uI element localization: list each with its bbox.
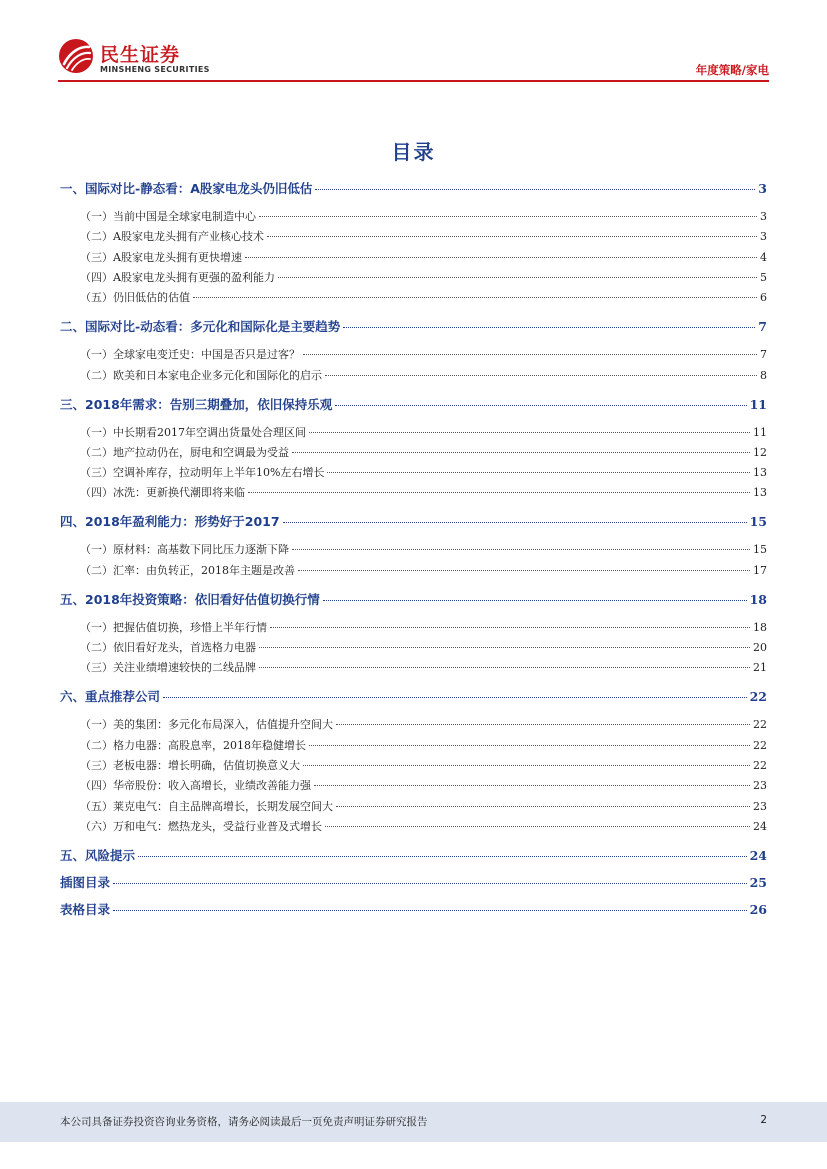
toc-section-entry[interactable] <box>60 590 767 608</box>
toc-entry-page: 26 <box>749 901 767 917</box>
toc-entry-label: （六）万和电气：燃热龙头，受益行业普及式增长 <box>80 819 322 833</box>
toc-entry-page: 4 <box>760 250 767 264</box>
toc-entry-page: 18 <box>749 591 767 607</box>
toc-subsection-entry[interactable] <box>60 798 767 814</box>
toc-entry-page: 21 <box>753 661 767 675</box>
toc-dot-leader <box>283 522 747 523</box>
toc-entry-page: 22 <box>753 718 767 732</box>
toc-entry-label: （二）地产拉动仍在，厨电和空调最为受益 <box>80 445 289 459</box>
toc-dot-leader <box>259 216 757 217</box>
toc-dot-leader <box>113 883 747 884</box>
toc-dot-leader <box>336 806 750 807</box>
toc-entry-label: （三）A股家电龙头拥有更快增速 <box>80 250 242 264</box>
toc-section-entry[interactable] <box>60 687 767 705</box>
toc-entry-page: 3 <box>760 230 767 244</box>
toc-entry-label: （四）华帝股份：收入高增长，业绩改善能力强 <box>80 779 311 793</box>
toc-entry-label: （一）中长期看2017年空调出货量处合理区间 <box>80 425 306 439</box>
toc-entry-page: 23 <box>753 799 767 813</box>
toc-entry-page: 11 <box>749 396 767 412</box>
toc-entry-label: （二）依旧看好龙头，首选格力电器 <box>80 641 256 654</box>
toc-entry-page: 7 <box>758 319 767 335</box>
toc-entry-label: 插图目录 <box>60 874 111 890</box>
toc-dot-leader <box>113 910 747 911</box>
toc-entry-page: 24 <box>753 819 767 833</box>
toc-entry-page: 3 <box>760 210 767 223</box>
toc-subsection-entry[interactable] <box>60 269 767 285</box>
toc-dot-leader <box>336 724 750 725</box>
toc-entry-label: （四）A股家电龙头拥有更强的盈利能力 <box>80 270 275 284</box>
header-divider <box>58 80 769 82</box>
toc-subsection-entry[interactable] <box>60 208 767 224</box>
toc-dot-leader <box>309 432 750 433</box>
toc-subsection-entry[interactable] <box>60 346 767 362</box>
toc-subsection-entry[interactable] <box>60 424 767 440</box>
page-header <box>0 0 827 82</box>
toc-entry-label: 三、2018年需求：告别三期叠加，依旧保持乐观 <box>60 396 333 412</box>
toc-entry-page: 22 <box>749 689 767 705</box>
toc-entry-page: 5 <box>760 270 767 284</box>
toc-entry-label: （一）全球家电变迁史：中国是否只是过客？ <box>80 348 300 362</box>
toc-entry-label: 五、风险提示 <box>60 847 136 863</box>
toc-entry-page: 25 <box>749 874 767 890</box>
toc-subsection-entry[interactable] <box>60 484 767 500</box>
toc-entry-page: 22 <box>753 758 767 772</box>
toc-entry-label: （五）莱克电气：自主品牌高增长，长期发展空间大 <box>80 799 333 813</box>
toc-entry-page: 17 <box>753 563 767 577</box>
toc-subsection-entry[interactable] <box>60 367 767 383</box>
toc-dot-leader <box>325 375 757 376</box>
toc-entry-label: 六、重点推荐公司 <box>60 689 161 705</box>
toc-dot-leader <box>314 785 750 786</box>
toc-entry-label: （一）把握估值切换，珍惜上半年行情 <box>80 620 267 634</box>
toc-dot-leader <box>343 327 755 328</box>
toc-entry-page: 23 <box>753 779 767 793</box>
toc-entry-page: 13 <box>753 466 767 480</box>
toc-section-entry[interactable] <box>60 317 767 335</box>
toc-subsection-entry[interactable] <box>60 659 767 675</box>
toc-entry-label: （一）原材料：高基数下同比压力逐渐下降 <box>80 543 289 557</box>
toc-section-entry[interactable] <box>60 846 767 864</box>
toc-subsection-entry[interactable] <box>60 619 767 635</box>
toc-entry-page: 11 <box>753 425 767 439</box>
footer-disclaimer: 本公司具备证券投资咨询业务资格，请务必阅读最后一页免责声明证券研究报告 <box>60 1116 428 1128</box>
toc-dot-leader <box>245 257 757 258</box>
toc-section-entry[interactable] <box>60 900 767 918</box>
toc-dot-leader <box>325 826 750 827</box>
toc-entry-label: （二）汇率：由负转正，2018年主题是改善 <box>80 563 295 577</box>
toc-dot-leader <box>259 667 750 668</box>
report-type: 年度策略/家电 <box>695 63 769 77</box>
toc-entry-label: （三）老板电器：增长明确，估值切换意义大 <box>80 758 300 772</box>
toc-dot-leader <box>323 600 747 601</box>
toc-entry-page: 7 <box>760 348 767 362</box>
toc-entry-label: （二）格力电器：高股息率，2018年稳健增长 <box>80 738 306 752</box>
toc-dot-leader <box>248 492 750 493</box>
toc-dot-leader <box>278 277 757 278</box>
toc-section-entry[interactable] <box>60 512 767 530</box>
toc-dot-leader <box>138 856 747 857</box>
toc-dot-leader <box>193 297 757 298</box>
toc-entry-label: （五）仍旧低估的估值 <box>80 291 190 305</box>
toc-entry-label: （二）A股家电龙头拥有产业核心技术 <box>80 230 264 244</box>
toc-dot-leader <box>335 405 746 406</box>
toc-subsection-entry[interactable] <box>60 464 767 480</box>
page-footer <box>0 1102 827 1142</box>
toc-entry-page: 8 <box>760 368 767 382</box>
toc-subsection-entry[interactable] <box>60 444 767 460</box>
toc-entry-label: 五、2018年投资策略：依旧看好估值切换行情 <box>60 591 320 607</box>
toc-entry-label: 表格目录 <box>60 901 111 917</box>
toc-entry-page: 3 <box>758 181 767 196</box>
toc-subsection-entry[interactable] <box>60 818 767 834</box>
brand-logo <box>58 38 228 80</box>
toc-entry-page: 20 <box>753 641 767 654</box>
toc-dot-leader <box>315 189 755 190</box>
toc-dot-leader <box>327 472 750 473</box>
toc-entry-page: 18 <box>753 620 767 634</box>
toc-entry-label: （一）美的集团：多元化布局深入，估值提升空间大 <box>80 718 333 732</box>
toc-dot-leader <box>298 570 750 571</box>
minsheng-logo-icon <box>58 38 94 74</box>
toc-section-entry[interactable] <box>60 179 767 197</box>
toc-entry-label: （三）关注业绩增速较快的二线品牌 <box>80 661 256 675</box>
toc-entry-label: 二、国际对比-动态看：多元化和国际化是主要趋势 <box>60 319 341 335</box>
toc-subsection-entry[interactable] <box>60 541 767 557</box>
toc-entry-label: 四、2018年盈利能力：形势好于2017 <box>60 514 280 530</box>
toc-entry-page: 12 <box>753 445 767 459</box>
toc-dot-leader <box>270 627 750 628</box>
toc-entry-page: 24 <box>749 847 767 863</box>
toc-entry-label: （二）欧美和日本家电企业多元化和国际化的启示 <box>80 368 322 382</box>
toc-subsection-entry[interactable] <box>60 777 767 793</box>
brand-name-cn: 民生证券 <box>100 44 181 66</box>
toc-subsection-entry[interactable] <box>60 289 767 305</box>
toc-subsection-entry[interactable] <box>60 757 767 773</box>
toc-subsection-entry[interactable] <box>60 716 767 732</box>
toc-dot-leader <box>303 765 750 766</box>
toc-subsection-entry[interactable] <box>60 639 767 655</box>
toc-dot-leader <box>259 647 750 648</box>
toc-subsection-entry[interactable] <box>60 249 767 265</box>
toc-title: 目录 <box>391 140 436 164</box>
page-number: 2 <box>760 1114 767 1126</box>
toc-dot-leader <box>163 697 747 698</box>
toc-subsection-entry[interactable] <box>60 562 767 578</box>
toc-entry-label: （一）当前中国是全球家电制造中心 <box>80 210 256 223</box>
toc-entry-label: 一、国际对比-静态看：A股家电龙头仍旧低估 <box>60 181 313 196</box>
toc-entry-page: 22 <box>753 738 767 752</box>
toc-entry-page: 13 <box>753 486 767 500</box>
toc-subsection-entry[interactable] <box>60 228 767 244</box>
toc-dot-leader <box>292 549 750 550</box>
brand-name-en: MINSHENG SECURITIES <box>100 65 210 74</box>
toc-section-entry[interactable] <box>60 395 767 413</box>
toc-entry-page: 15 <box>753 543 767 557</box>
toc-subsection-entry[interactable] <box>60 737 767 753</box>
toc-entry-page: 15 <box>749 514 767 530</box>
toc-entry-label: （三）空调补库存，拉动明年上半年10%左右增长 <box>80 466 325 480</box>
toc-section-entry[interactable] <box>60 873 767 891</box>
toc-dot-leader <box>267 236 757 237</box>
toc-dot-leader <box>303 354 757 355</box>
toc-dot-leader <box>309 745 750 746</box>
toc-dot-leader <box>292 452 750 453</box>
toc-entry-page: 6 <box>760 291 767 305</box>
toc-entry-label: （四）冰洗：更新换代潮即将来临 <box>80 486 245 500</box>
